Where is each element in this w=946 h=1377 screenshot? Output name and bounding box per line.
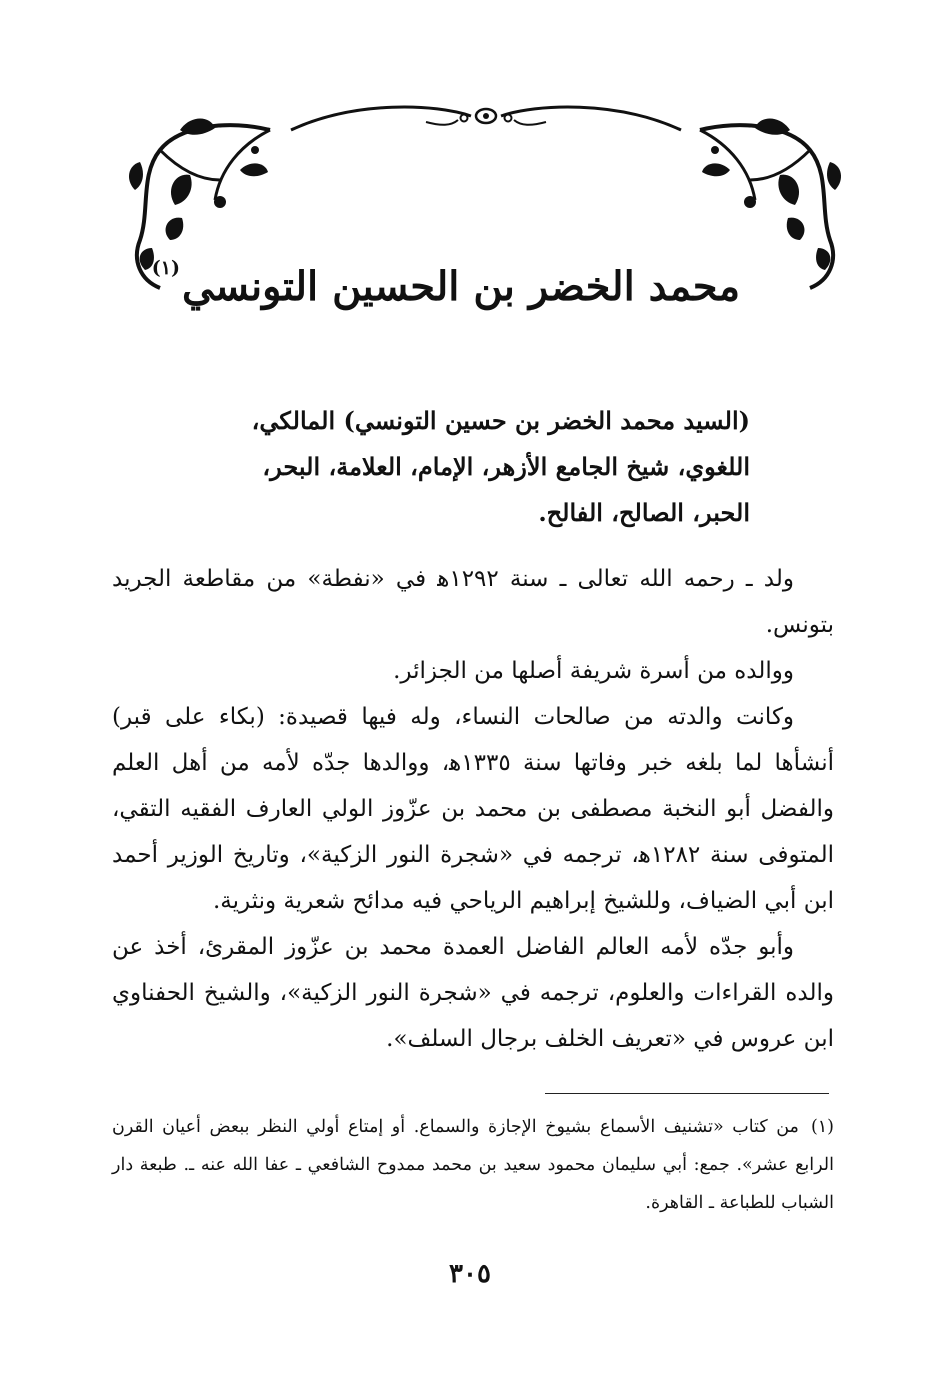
title-footnote-marker: (١) xyxy=(151,257,180,279)
intro-line: الحبر، الصالح، الفالح. xyxy=(538,498,750,527)
footnote-marker: (١) xyxy=(810,1117,834,1137)
footnote-separator xyxy=(545,1093,829,1094)
title-text: محمد الخضر بن الحسين التونسي xyxy=(181,263,740,310)
footnote xyxy=(112,1108,834,1222)
page-number: ٣٠٥ xyxy=(449,1259,491,1289)
intro-block xyxy=(120,398,750,536)
intro-line: اللغوي، شيخ الجامع الأزهر، الإمام، العلامة، البحر، xyxy=(262,452,750,481)
intro-line: (السيد محمد الخضر بن حسين التونسي) المالكي، xyxy=(251,406,750,435)
body-text xyxy=(112,556,834,1062)
top-ornament xyxy=(286,96,686,136)
body-paragraph: وكانت والدته من صالحات النساء، وله فيها قصيدة: (بكاء على قبر) أنشأها لما بلغه خبر وفاتها سنة ١٣٣٥ﻫ، ووالدها جدّه لأمه من أهل العلم والفضل أبو النخبة مصطفى بن محمد بن عزّوز الولي العارف الفقيه التقي، المتوفى سنة ١٢٨٢ﻫ، ترجمه في «شجرة النور الزكية»، وتاريخ الوزير أحمد ابن أبي الضياف، وللشيخ إبراهيم الرياحي فيه مدائح شعرية ونثرية. xyxy=(112,704,835,914)
body-paragraph: ووالده من أسرة شريفة أصلها من الجزائر. xyxy=(393,658,794,684)
footnote-text: من كتاب «تشنيف الأسماع بشيوخ الإجازة والسماع. أو إمتاع أولي النظر ببعض أعيان القرن الرابع عشر». جمع: أبي سليمان محمود سعيد بن محمد ممدوح الشافعي ـ عفا الله عنه ـ. طبعة دار الشباب للطباعة ـ القاهرة. xyxy=(112,1117,834,1213)
body-paragraph: وأبو جدّه لأمه العالم الفاضل العمدة محمد بن عزّوز المقرئ، أخذ عن والده القراءات والعلوم، ترجمه في «شجرة النور الزكية»، والشيخ الحفناوي ابن عروس في «تعريف الخلف برجال السلف». xyxy=(112,934,834,1052)
body-paragraph: ولد ـ رحمه الله تعالى ـ سنة ١٢٩٢ﻫ في «نفطة» من مقاطعة الجريد بتونس. xyxy=(112,566,834,638)
page-title xyxy=(151,228,740,327)
